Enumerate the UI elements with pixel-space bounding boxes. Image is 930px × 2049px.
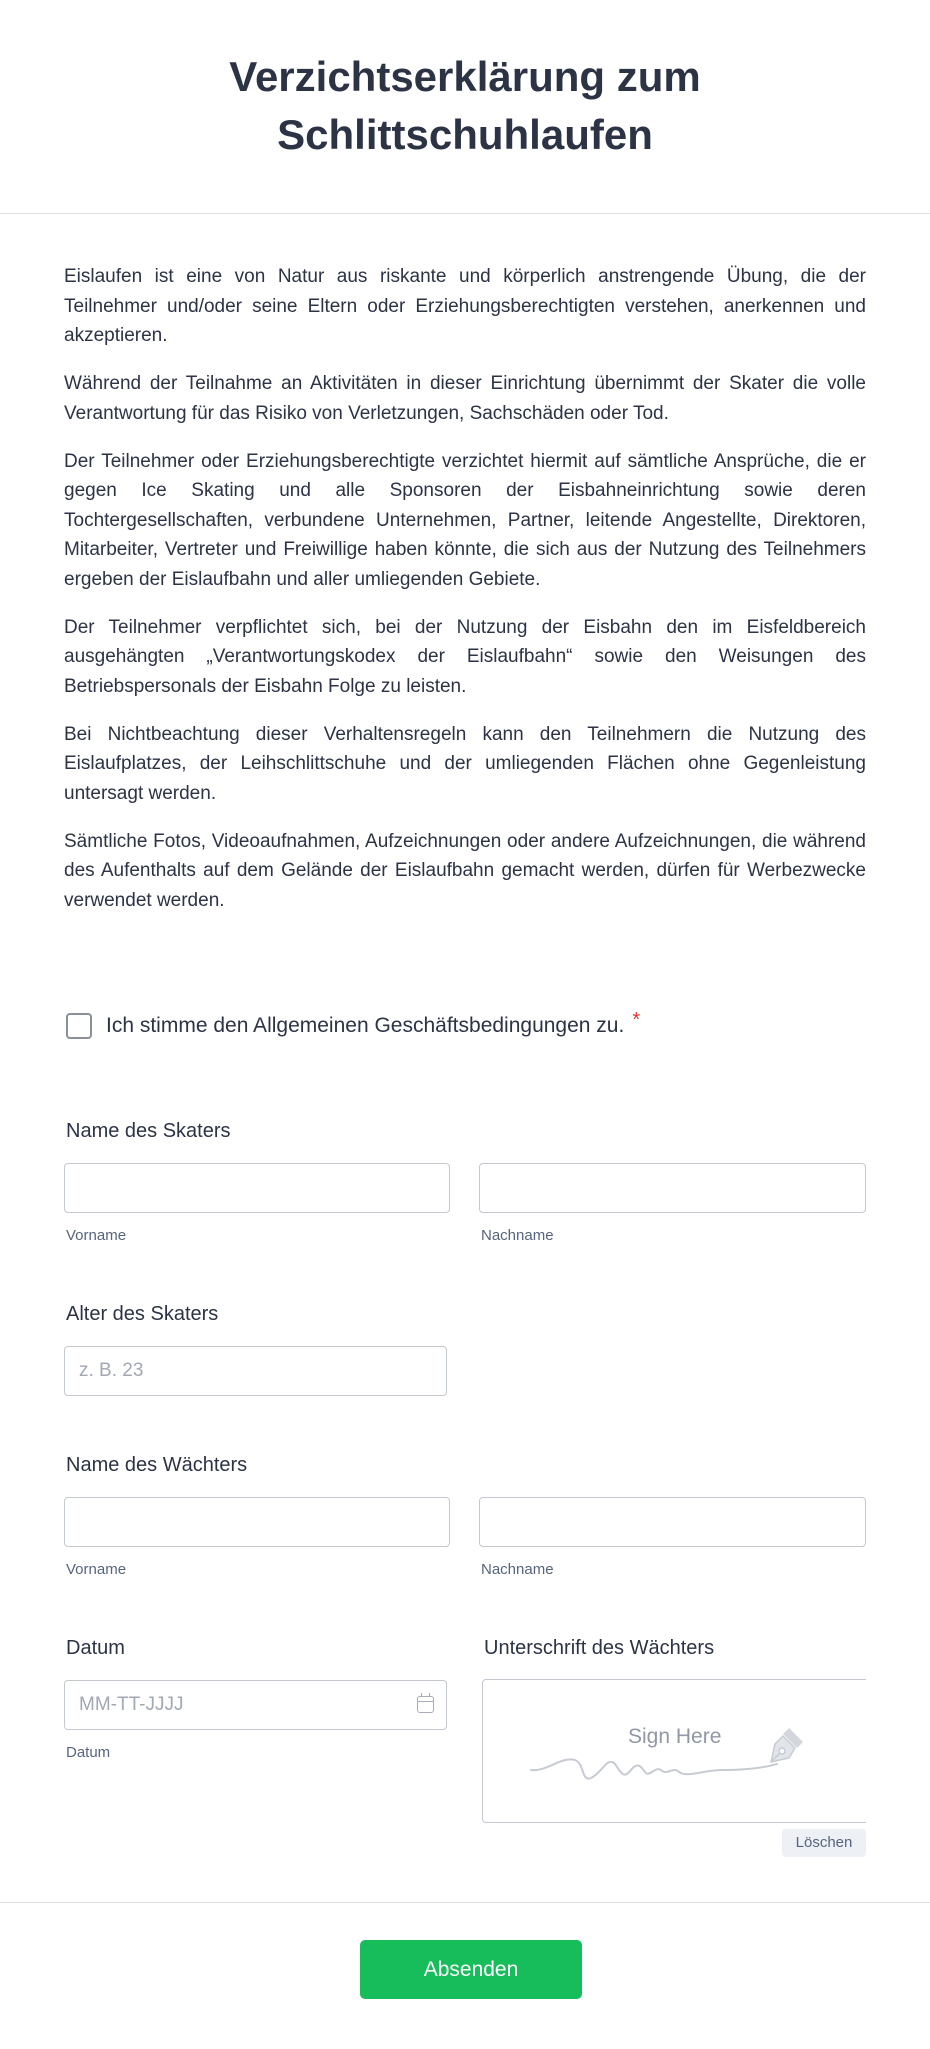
required-asterisk: * [632,1008,641,1031]
last-name-sublabel: Nachname [481,1561,554,1578]
sign-here-prompt: Sign Here [628,1725,722,1748]
date-input[interactable] [64,1680,447,1730]
skater-age-label: Alter des Skaters [66,1303,219,1325]
date-placeholder: MM-TT-JJJJ [79,1694,184,1715]
terms-label[interactable]: Ich stimme den Allgemeinen Geschäftsbedingungen zu. [106,1014,625,1037]
skater-name-label: Name des Skaters [66,1120,231,1142]
waiver-paragraph: Der Teilnehmer verpflichtet sich, bei der Nutzung der Eisbahn den im Eisfeldbereich ausgehängten „Verantwortungskodex der Eislaufbahn“ sowie den Weisungen des Betriebspersonals der Eisbahn Folge zu leisten. [64,616,866,697]
pen-nib-icon [765,1724,807,1766]
date-sublabel: Datum [66,1744,111,1761]
waiver-text [64,262,866,934]
waiver-paragraph: Während der Teilnahme an Aktivitäten in dieser Einrichtung übernimmt der Skater die volle Verantwortung für das Risiko von Verletzungen, Sachschäden oder Tod. [64,373,866,424]
date-label: Datum [66,1637,125,1659]
submit-button[interactable]: Absenden [360,1940,582,1999]
form-title: Verzichtserklärung zum Schlittschuhlaufen [229,53,701,158]
signature-label: Unterschrift des Wächters [484,1637,715,1659]
waiver-paragraph: Sämtliche Fotos, Videoaufnahmen, Aufzeichnungen oder andere Aufzeichnungen, die während des Aufenthalts auf dem Gelände der Eislaufbahn gemacht werden, dürfen für Werbezwecke verwendet werden. [64,830,866,911]
first-name-sublabel: Vorname [66,1227,127,1244]
waiver-paragraph: Der Teilnehmer oder Erziehungsberechtigte verzichtet hiermit auf sämtliche Ansprüche, die er gegen Ice Skating und alle Sponsoren der Eisbahneinrichtung sowie deren Tochtergesellschaften, verbundene Unternehmen, Partner, leitende Angestellte, Direktoren, Mitarbeiter, Vertreter und Freiwillige haben könnte, die sich aus der Nutzung des Teilnehmers ergeben der Eislaufbahn und aller umliegenden Gebiete. [64,450,866,590]
terms-field [64,1010,640,1042]
terms-checkbox[interactable] [66,1013,92,1039]
clear-signature-button[interactable]: Löschen [782,1829,866,1857]
skater-last-name-input[interactable] [479,1163,866,1213]
age-placeholder: z. B. 23 [79,1360,144,1381]
waiver-paragraph: Bei Nichtbeachtung dieser Verhaltensregeln kann den Teilnehmern die Nutzung des Eislaufplatzes, der Leihschlittschuhe und der umliegenden Flächen ohne Gegenleistung untersagt werden. [64,723,866,804]
skater-first-name-input[interactable] [64,1163,450,1213]
signature-pad[interactable] [482,1679,866,1823]
waiver-paragraph: Eislaufen ist eine von Natur aus riskante und körperlich anstrengende Übung, die der Teilnehmer und/oder seine Eltern oder Erziehungsberechtigten verstehen, anerkennen und akzeptieren. [64,266,866,346]
last-name-sublabel: Nachname [481,1227,554,1244]
form-header [0,0,930,214]
guardian-first-name-input[interactable] [64,1497,450,1547]
first-name-sublabel: Vorname [66,1561,127,1578]
guardian-last-name-input[interactable] [479,1497,866,1547]
calendar-icon[interactable] [417,1696,434,1713]
skater-age-input[interactable] [64,1346,447,1396]
guardian-name-label: Name des Wächters [66,1454,248,1476]
